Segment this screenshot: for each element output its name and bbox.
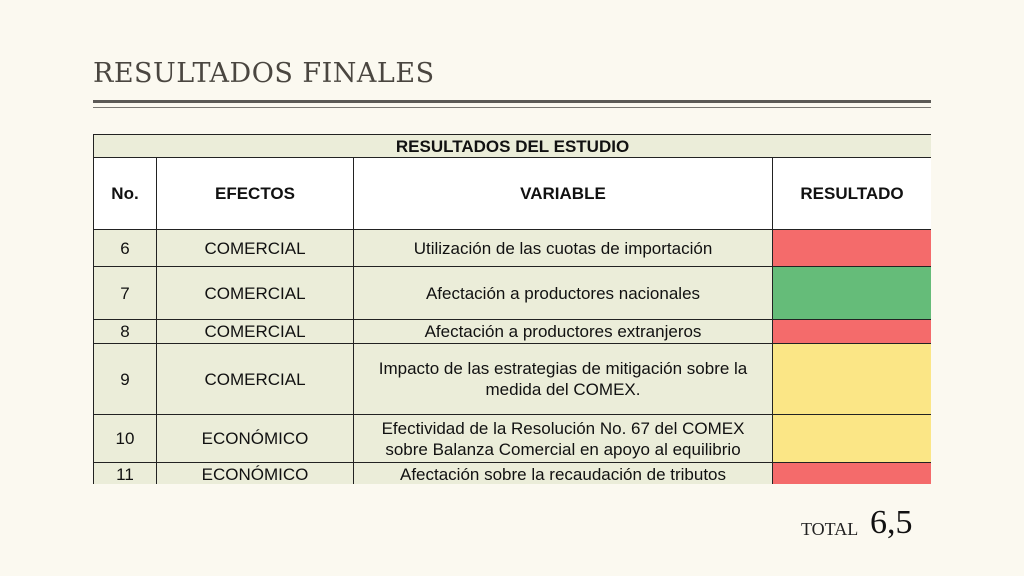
row-efecto: COMERCIAL bbox=[157, 344, 354, 415]
table-row bbox=[94, 415, 932, 463]
row-variable: Impacto de las estrategias de mitigación sobre la medida del COMEX. bbox=[354, 344, 773, 415]
title-divider-thin bbox=[93, 107, 931, 108]
row-number: 9 bbox=[94, 344, 157, 415]
row-number: 8 bbox=[94, 320, 157, 344]
results-table-container bbox=[93, 134, 931, 484]
row-number: 10 bbox=[94, 415, 157, 463]
column-header-efectos: EFECTOS bbox=[157, 158, 354, 230]
row-variable: Afectación a productores extranjeros bbox=[354, 320, 773, 344]
results-table bbox=[93, 134, 931, 484]
total-label: TOTAL bbox=[801, 519, 859, 539]
result-indicator-red bbox=[773, 230, 932, 267]
table-row bbox=[94, 230, 932, 267]
column-header-no: No. bbox=[94, 158, 157, 230]
row-number: 6 bbox=[94, 230, 157, 267]
result-indicator-yellow bbox=[773, 415, 932, 463]
table-row bbox=[94, 344, 932, 415]
row-variable: Efectividad de la Resolución No. 67 del COMEX sobre Balanza Comercial en apoyo al equilibrio bbox=[354, 415, 773, 463]
row-variable: Afectación a productores nacionales bbox=[354, 267, 773, 320]
row-efecto: ECONÓMICO bbox=[157, 415, 354, 463]
row-number: 11 bbox=[94, 463, 157, 485]
table-row bbox=[94, 320, 932, 344]
row-efecto: COMERCIAL bbox=[157, 230, 354, 267]
row-efecto: COMERCIAL bbox=[157, 320, 354, 344]
total-value: 6,5 bbox=[870, 504, 913, 541]
table-row bbox=[94, 463, 932, 485]
title-divider bbox=[93, 100, 931, 103]
table-row bbox=[94, 267, 932, 320]
result-indicator-red bbox=[773, 320, 932, 344]
column-header-resultado: RESULTADO bbox=[773, 158, 932, 230]
row-variable: Afectación sobre la recaudación de tributos bbox=[354, 463, 773, 485]
page-title: RESULTADOS FINALES bbox=[93, 58, 435, 89]
result-indicator-red bbox=[773, 463, 932, 485]
row-variable: Utilización de las cuotas de importación bbox=[354, 230, 773, 267]
column-header-variable: VARIABLE bbox=[354, 158, 773, 230]
result-indicator-yellow bbox=[773, 344, 932, 415]
row-efecto: COMERCIAL bbox=[157, 267, 354, 320]
result-indicator-green bbox=[773, 267, 932, 320]
row-number: 7 bbox=[94, 267, 157, 320]
table-caption: RESULTADOS DEL ESTUDIO bbox=[94, 135, 932, 158]
row-efecto: ECONÓMICO bbox=[157, 463, 354, 485]
